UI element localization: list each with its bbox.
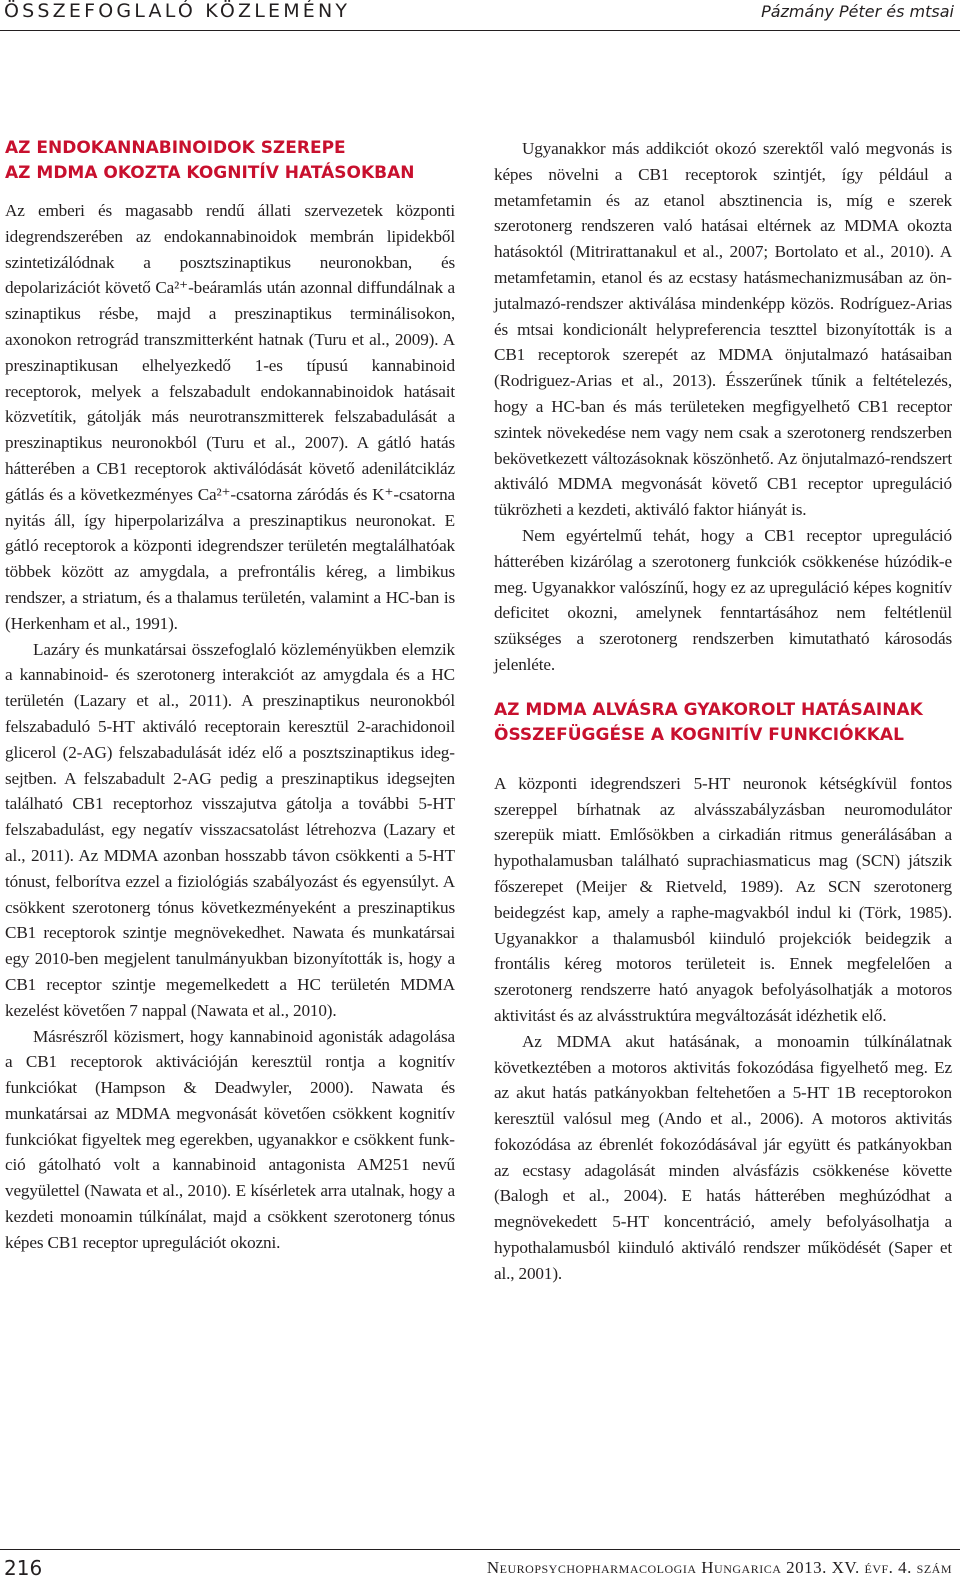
heading-line: ÖSSZEFÜGGÉSE A KOGNITÍV FUNKCIÓKKAL	[494, 724, 904, 745]
header-rule	[0, 30, 960, 31]
paragraph: Az emberi és magasabb rendű állati szervezetek központi idegrendszerében az endokannabinoidok membrán lipidekből szintetizálódnak a posztszinaptikus neuronokban, és depolarizációt követő Ca²⁺-beáramlás után azonnal diffundálnak a szinaptikus résbe, majd a preszinaptikus terminálisokon, axonokon retrográd transzmitterként hatnak (Turu et al., 2009). A preszinaptikusan elhelyezkedő 1-es típusú kannabinoid receptorok, melyek a felszabadult endokannabinoidok hatásait közvetítik, gátolják más neurotranszmitterek felszabadulását a preszinaptikus neuronokból (Turu et al., 2007). A gátló hatás hátterében a CB1 receptorok aktiválódását követő adenilátcikláz gátlás és a következményes Ca²⁺-csatorna záródás és K⁺-csatorna nyitás áll, így hiperpolarizálva a preszinaptikus neuronokat. E gátló receptorok a központi idegrendszer területén megtalálhatóak többek között az amygdala, a prefrontális kéreg, a limbikus rendszer, a striatum, és a thalamus területén, valamint a HC-ban is (Herkenham et al., 1991).	[5, 201, 455, 633]
section-heading-sleep	[494, 698, 952, 748]
heading-line: AZ MDMA ALVÁSRA GYAKOROLT HATÁSAINAK	[494, 699, 923, 720]
paragraph: Az MDMA akut hatásának, a monoamin túlkínálatnak következtében a motoros aktivitás fokozódása figyelhető meg. Ez az akut hatás patkányokban feltehetően a 5-HT 1B receptorokon keresztül valósul meg (Ando et al., 2006). A motoros aktivitás fokozódása az ébrenlét fokozódásával jár együtt és patkányokban az ecstasy adagolását minden alvásfázis csökkenése követte (Balogh et al., 2004). E hatás hátterében meghúzódhat a megnövekedett 5-HT koncentráció, amely befolyásolhatja a hypothalamusból kiinduló aktiváló rendszer működését (Saper et al., 2001).	[494, 1031, 952, 1283]
paragraph: Ugyanakkor más addikciót okozó szerektől való megvonás is képes növelni a CB1 receptorok szintjét, így például a metamfetamin és az etanol absztinencia is, míg e szerek szerotonerg rendszeren való hatásai eltérnek az MDMA okozta hatásoktól (Mitrirattanakul et al., 2007; Bortolato et al., 2010). A metamfetamin, etanol és az ecstasy hatásmechanizmusában az önjutalmazó-rendszer aktiválása mindenképp közös. Rodríguez-Arias és mtsai kondicionált helypreferencia teszttel bizonyították is a CB1 receptorok szerepét az MDMA önjutalmazó hatásaiban (Rodriguez-Arias et al., 2013). Ésszerűnek tűnik a feltételezés, hogy a HC-ban és más területeken megfigyelhető CB1 receptor szintek növekedése nem vagy nem csak a szerotonerg rendszerben bekövetkezett változásoknak köszönhető. Az önjutalmazó-rendszert aktiváló MDMA megvonását követő CB1 receptor upreguláció tükrözheti a kezdeti, aktiváló faktor hiányát is.	[494, 139, 952, 520]
journal-citation	[487, 1558, 952, 1578]
footer-rule	[0, 1549, 960, 1550]
journal-name: Neuropsychopharmacologia Hungarica	[486, 1558, 782, 1577]
left-column	[5, 136, 455, 1256]
paragraph: Lazáry és munkatársai összefoglaló közleményükben elemzik a kannabinoid- és szerotonerg interakciót az amygdala és a HC területén (Lazary et al., 2011). A preszinaptikus neuronokból felszabaduló 5-HT aktiváló receptorain keresztül 2-arachidonoil glicerol (2-AG) felszabadulását idéz elő a posztszinaptikus idegsejtben. A felszabadult 2-AG pedig a preszinaptikus idegsejten található CB1 receptorhoz visszajutva gátolja a további 5-HT felszabadulást, egy negatív visszacsatolást létrehozva (Lazary et al., 2011). Az MDMA azonban hosszabb távon csökkenti a 5-HT tónust, felborítva ezzel a fiziológiás szabályozást és egyensúlyt. A csökkent szerotonerg tónus következményeként a preszinaptikus CB1 receptorok szintje megnövekedhet. Nawata és munkatársai egy 2010-ben megjelent tanulmányukban bizonyították is, hogy a CB1 receptor szintje megemelkedett a HC területén MDMA kezelést követően 7 nappal (Nawata et al., 2010).	[5, 639, 455, 1020]
journal-issue: 2013. XV. évf. 4. szám	[786, 1558, 952, 1577]
heading-line: AZ MDMA OKOZTA KOGNITÍV HATÁSOKBAN	[5, 163, 415, 183]
running-header	[0, 0, 960, 26]
heading-line: AZ ENDOKANNABINOIDOK SZEREPE	[5, 138, 346, 158]
section-label: ÖSSZEFOGLALÓ KÖZLEMÉNY	[4, 0, 351, 22]
paragraph: Nem egyértelmű tehát, hogy a CB1 receptor upreguláció hátterében kizárólag a szerotonerg funkciók csökkenése húzódik-e meg. Ugyanakkor valószínű, hogy ez az upreguláció képes kognitív deficitet okozni, amelynek fenntartásához nem feltétlenül szükséges a szerotonerg rendszerben kimutatható károsodás jelenléte.	[494, 525, 952, 674]
page-number: 216	[4, 1556, 43, 1580]
header-authors: Pázmány Péter és mtsai	[761, 2, 954, 21]
paragraph: Másrészről közismert, hogy kannabinoid agonisták adagolása a CB1 receptorok aktivációján keresztül rontja a kognitív funkciókat (Hampson & Deadwyler, 2000). Nawata és munkatársai az MDMA megvonását követően csökkent kognitív funkciókat figyeltek meg egerekben, ugyanakkor e csökkent funkció gátolható volt a kannabinoid antagonista AM251 nevű vegyülettel (Nawata et al., 2010). E kísérletek arra utalnak, hogy a kezdeti monoamin túlkínálat, majd a csökkent szerotonerg tónus képes CB1 receptor upregulációt okozni.	[5, 1026, 455, 1252]
right-column	[494, 136, 952, 1287]
paragraph: A központi idegrendszeri 5-HT neuronok kétségkívül fontos szereppel bírhatnak az alvásszabályzásban neuromodulátor szerepük miatt. Emlősökben a cirkadián ritmus generálásában a hypothalamusban található suprachiasmaticus mag (SCN) játszik főszerepet (Meijer & Rietveld, 1989). Az SCN szerotonerg beidegzést kap, amely a raphe-magvakból indul ki (Törk, 1985). Ugyanakkor a thalamusból kiinduló projekciók beidegzik a frontális kéreg motoros területeit is. Ennek megfelelően a szerotonerg rendszerre ható anyagok befolyásolhatják a motoros aktivitást és az alvásstruktúra megváltozását idézhetik elő.	[494, 773, 952, 1025]
section-heading-endocannabinoids	[5, 136, 455, 186]
